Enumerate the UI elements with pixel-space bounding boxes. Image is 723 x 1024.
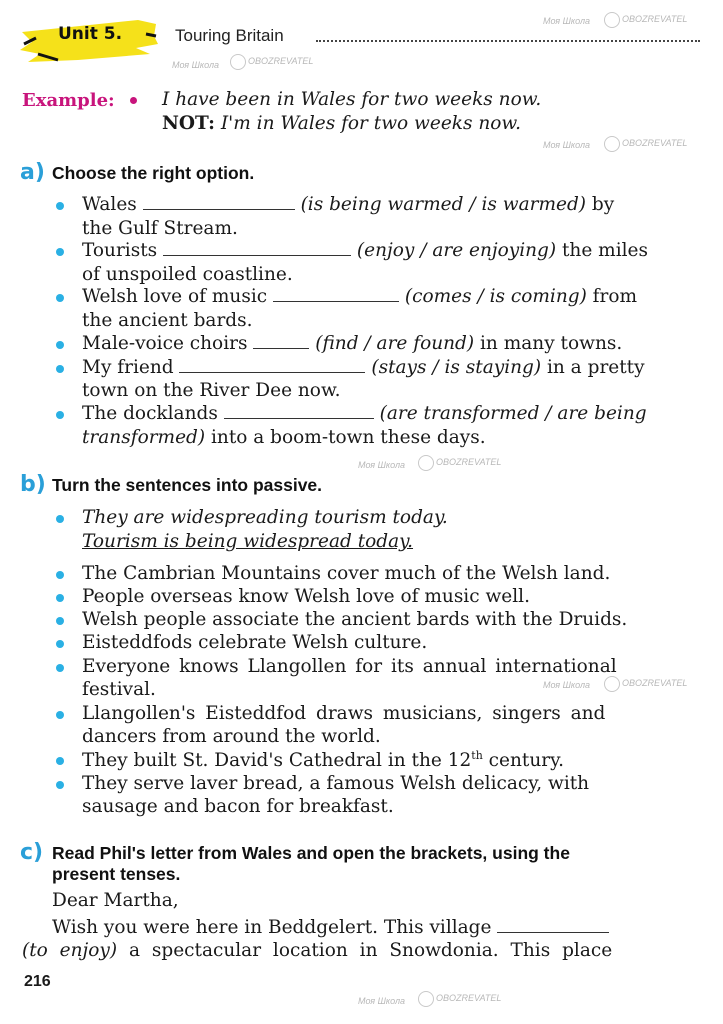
- bullet: [56, 664, 64, 672]
- exercise-b-item-2: People overseas know Welsh love of music well.: [82, 586, 530, 607]
- bullet: [56, 711, 64, 719]
- watermark-school: Моя Школа: [172, 60, 220, 70]
- header-dotted-rule: [316, 40, 700, 42]
- exercise-b-item-6: Llangollen's Eisteddfod draws musicians, singers and: [82, 703, 606, 724]
- exercise-b-item-8: They serve laver bread, a famous Welsh delicacy, with: [82, 773, 590, 794]
- watermark-brand: OBOZREVATEL: [622, 138, 688, 148]
- section-b-letter: b): [20, 472, 46, 497]
- watermark-logo-icon: [418, 991, 434, 1007]
- watermark-logo-icon: [604, 136, 620, 152]
- exercise-a-item-6-cont: transformed) into a boom-town these days.: [82, 427, 486, 448]
- watermark-logo-icon: [604, 12, 620, 28]
- watermark-brand: OBOZREVATEL: [622, 14, 688, 24]
- bullet: [56, 757, 64, 765]
- watermark-brand: OBOZREVATEL: [248, 56, 314, 66]
- bullet: [56, 515, 64, 523]
- answer-blank[interactable]: [253, 347, 309, 349]
- example-label: Example:: [22, 90, 115, 111]
- exercise-b-item-3: Welsh people associate the ancient bards with the Druids.: [82, 609, 628, 630]
- bullet: [56, 571, 64, 579]
- answer-blank[interactable]: [179, 371, 365, 373]
- watermark-school: Моя Школа: [358, 996, 406, 1006]
- section-c-title: Read Phil's letter from Wales and open the brackets, using the: [52, 843, 570, 863]
- section-c-letter: c): [20, 840, 44, 865]
- answer-blank[interactable]: [497, 931, 609, 933]
- bullet: [56, 594, 64, 602]
- answer-blank[interactable]: [273, 300, 399, 302]
- answer-blank[interactable]: [143, 208, 295, 210]
- page-number: 216: [24, 973, 51, 990]
- watermark-school: Моя Школа: [543, 680, 591, 690]
- watermark-school: Моя Школа: [543, 16, 591, 26]
- bullet: [56, 411, 64, 419]
- exercise-a-item-5-cont: town on the River Dee now.: [82, 380, 341, 401]
- exercise-b-item-5: Everyone knows Llangollen for its annual international: [82, 656, 617, 677]
- example-wrong-text: I'm in Wales for two weeks now.: [220, 113, 521, 134]
- letter-line-1: Wish you were here in Beddgelert. This village: [52, 917, 609, 938]
- exercise-a-item-5: My friend (stays / is staying) in a pretty: [82, 357, 645, 378]
- example-bullet: [130, 97, 137, 104]
- watermark-logo-icon: [604, 676, 620, 692]
- exercise-a-item-4: Male-voice choirs (find / are found) in many towns.: [82, 333, 623, 354]
- letter-line-2: (to enjoy) a spectacular location in Snowdonia. This place: [22, 940, 613, 961]
- letter-greeting: Dear Martha,: [52, 890, 179, 911]
- example-sentence: I have been in Wales for two weeks now.: [162, 89, 542, 110]
- bullet: [56, 202, 64, 210]
- watermark-school: Моя Школа: [358, 460, 406, 470]
- example-wrong-sentence: [162, 113, 521, 134]
- watermark-brand: OBOZREVATEL: [436, 993, 502, 1003]
- chapter-title: Touring Britain: [175, 26, 284, 45]
- exercise-a-item-2-cont: of unspoiled coastline.: [82, 264, 293, 285]
- bullet: [56, 617, 64, 625]
- bullet: [56, 365, 64, 373]
- not-label: NOT:: [162, 113, 215, 134]
- bullet: [56, 341, 64, 349]
- section-a-title: Choose the right option.: [52, 163, 255, 183]
- bullet: [56, 781, 64, 789]
- exercise-a-item-6: The docklands (are transformed / are being: [82, 403, 647, 424]
- exercise-b-item-1: The Cambrian Mountains cover much of the Welsh land.: [82, 563, 611, 584]
- bullet: [56, 640, 64, 648]
- section-c-title-cont: present tenses.: [52, 864, 181, 884]
- exercise-a-item-1-cont: the Gulf Stream.: [82, 218, 238, 239]
- unit-label: Unit 5.: [58, 24, 123, 44]
- answer-blank[interactable]: [163, 254, 351, 256]
- watermark-school: Моя Школа: [543, 140, 591, 150]
- exercise-b-item-5-cont: festival.: [82, 679, 156, 700]
- exercise-b-item-6-cont: dancers from around the world.: [82, 726, 381, 747]
- section-a-letter: a): [20, 160, 45, 185]
- watermark-logo-icon: [230, 54, 246, 70]
- exercise-b-item-4: Eisteddfods celebrate Welsh culture.: [82, 632, 428, 653]
- exercise-a-item-3: Welsh love of music (comes / is coming) from: [82, 286, 638, 307]
- watermark-brand: OBOZREVATEL: [436, 457, 502, 467]
- answer-blank[interactable]: [224, 417, 374, 419]
- section-b-title: Turn the sentences into passive.: [52, 475, 323, 495]
- watermark-brand: OBOZREVATEL: [622, 678, 688, 688]
- watermark-logo-icon: [418, 455, 434, 471]
- exercise-a-item-2: Tourists (enjoy / are enjoying) the miles: [82, 240, 648, 261]
- exercise-a-item-3-cont: the ancient bards.: [82, 310, 253, 331]
- example-passive-sentence: Tourism is being widespread today.: [82, 531, 414, 552]
- bullet: [56, 248, 64, 256]
- bullet: [56, 294, 64, 302]
- exercise-a-item-1: Wales (is being warmed / is warmed) by: [82, 194, 615, 215]
- exercise-b-item-8-cont: sausage and bacon for breakfast.: [82, 796, 394, 817]
- exercise-b-item-7: They built St. David's Cathedral in the 12th century.: [82, 749, 564, 772]
- example-active-sentence: They are widespreading tourism today.: [82, 507, 448, 528]
